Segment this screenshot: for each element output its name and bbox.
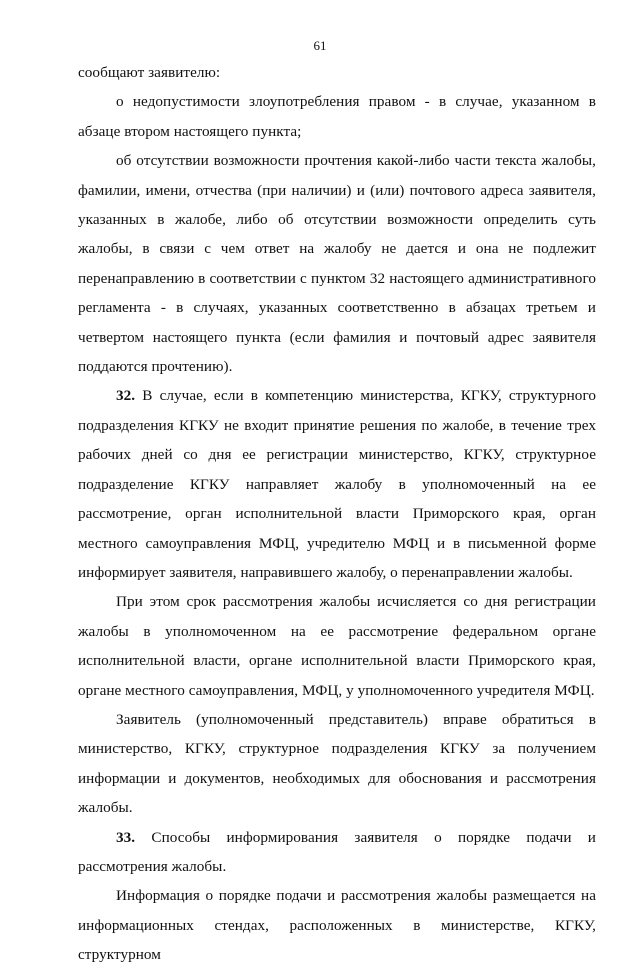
- paragraph-3: [78, 146, 596, 381]
- clause-number: 33.: [116, 828, 136, 846]
- clause-number: 32.: [116, 387, 136, 405]
- paragraph-2: [78, 87, 596, 146]
- document-body: [78, 58, 596, 970]
- paragraph-text: о недопустимости злоупотребления правом - в случае, указанном в абзаце втором настоящего пункта;: [78, 93, 596, 140]
- paragraph-text: При этом срок рассмотрения жалобы исчисляется со дня регистрации жалобы в уполномоченном на ее рассмотрение федеральном органе исполнительной власти, органе исполнительной власти Приморского края, органе местного самоуправления, МФЦ, у уполномоченного учредителя МФЦ.: [78, 593, 596, 699]
- paragraph-7: [78, 823, 596, 882]
- paragraph-text: Информация о порядке подачи и рассмотрения жалобы размещается на информационных стендах, расположенных в министерстве, КГКУ, структурном: [78, 887, 596, 964]
- paragraph-6: [78, 705, 596, 823]
- paragraph-text: сообщают заявителю:: [78, 64, 221, 81]
- paragraph-text: Способы информирования заявителя о порядке подачи и рассмотрения жалобы.: [78, 828, 596, 875]
- paragraph-text: об отсутствии возможности прочтения какой-либо части текста жалобы, фамилии, имени, отчества (при наличии) и (или) почтового адреса заявителя, указанных в жалобе, либо об отсутствии возможности определить суть жалобы, в связи с чем ответ на жалобу не дается и она не подлежит перенаправлению в соответствии с пунктом 32 настоящего административного регламента - в случаях, указанных соответственно в абзацах третьем и четвертом настоящего пункта (если фамилия и почтовый адрес заявителя поддаются прочтению).: [78, 152, 596, 376]
- paragraph-text: Заявитель (уполномоченный представитель) вправе обратиться в министерство, КГКУ, структурное подразделения КГКУ за получением информации и документов, необходимых для обоснования и рассмотрения жалобы.: [78, 710, 596, 817]
- paragraph-text: В случае, если в компетенцию министерства, КГКУ, структурного подразделения КГКУ не входит принятие решения по жалобе, в течение трех рабочих дней со дня ее регистрации министерство, КГКУ, структурное подразделение КГКУ направляет жалобу в уполномоченный на ее рассмотрение, орган исполнительной власти Приморского края, орган местного самоуправления МФЦ, учредителю МФЦ и в письменной форме информирует заявителя, направившего жалобу, о перенаправлении жалобы.: [78, 387, 596, 581]
- paragraph-4: [78, 381, 596, 587]
- paragraph-1: [78, 58, 596, 87]
- paragraph-5: [78, 587, 596, 705]
- page-number: 61: [313, 38, 327, 53]
- paragraph-8: [78, 881, 596, 969]
